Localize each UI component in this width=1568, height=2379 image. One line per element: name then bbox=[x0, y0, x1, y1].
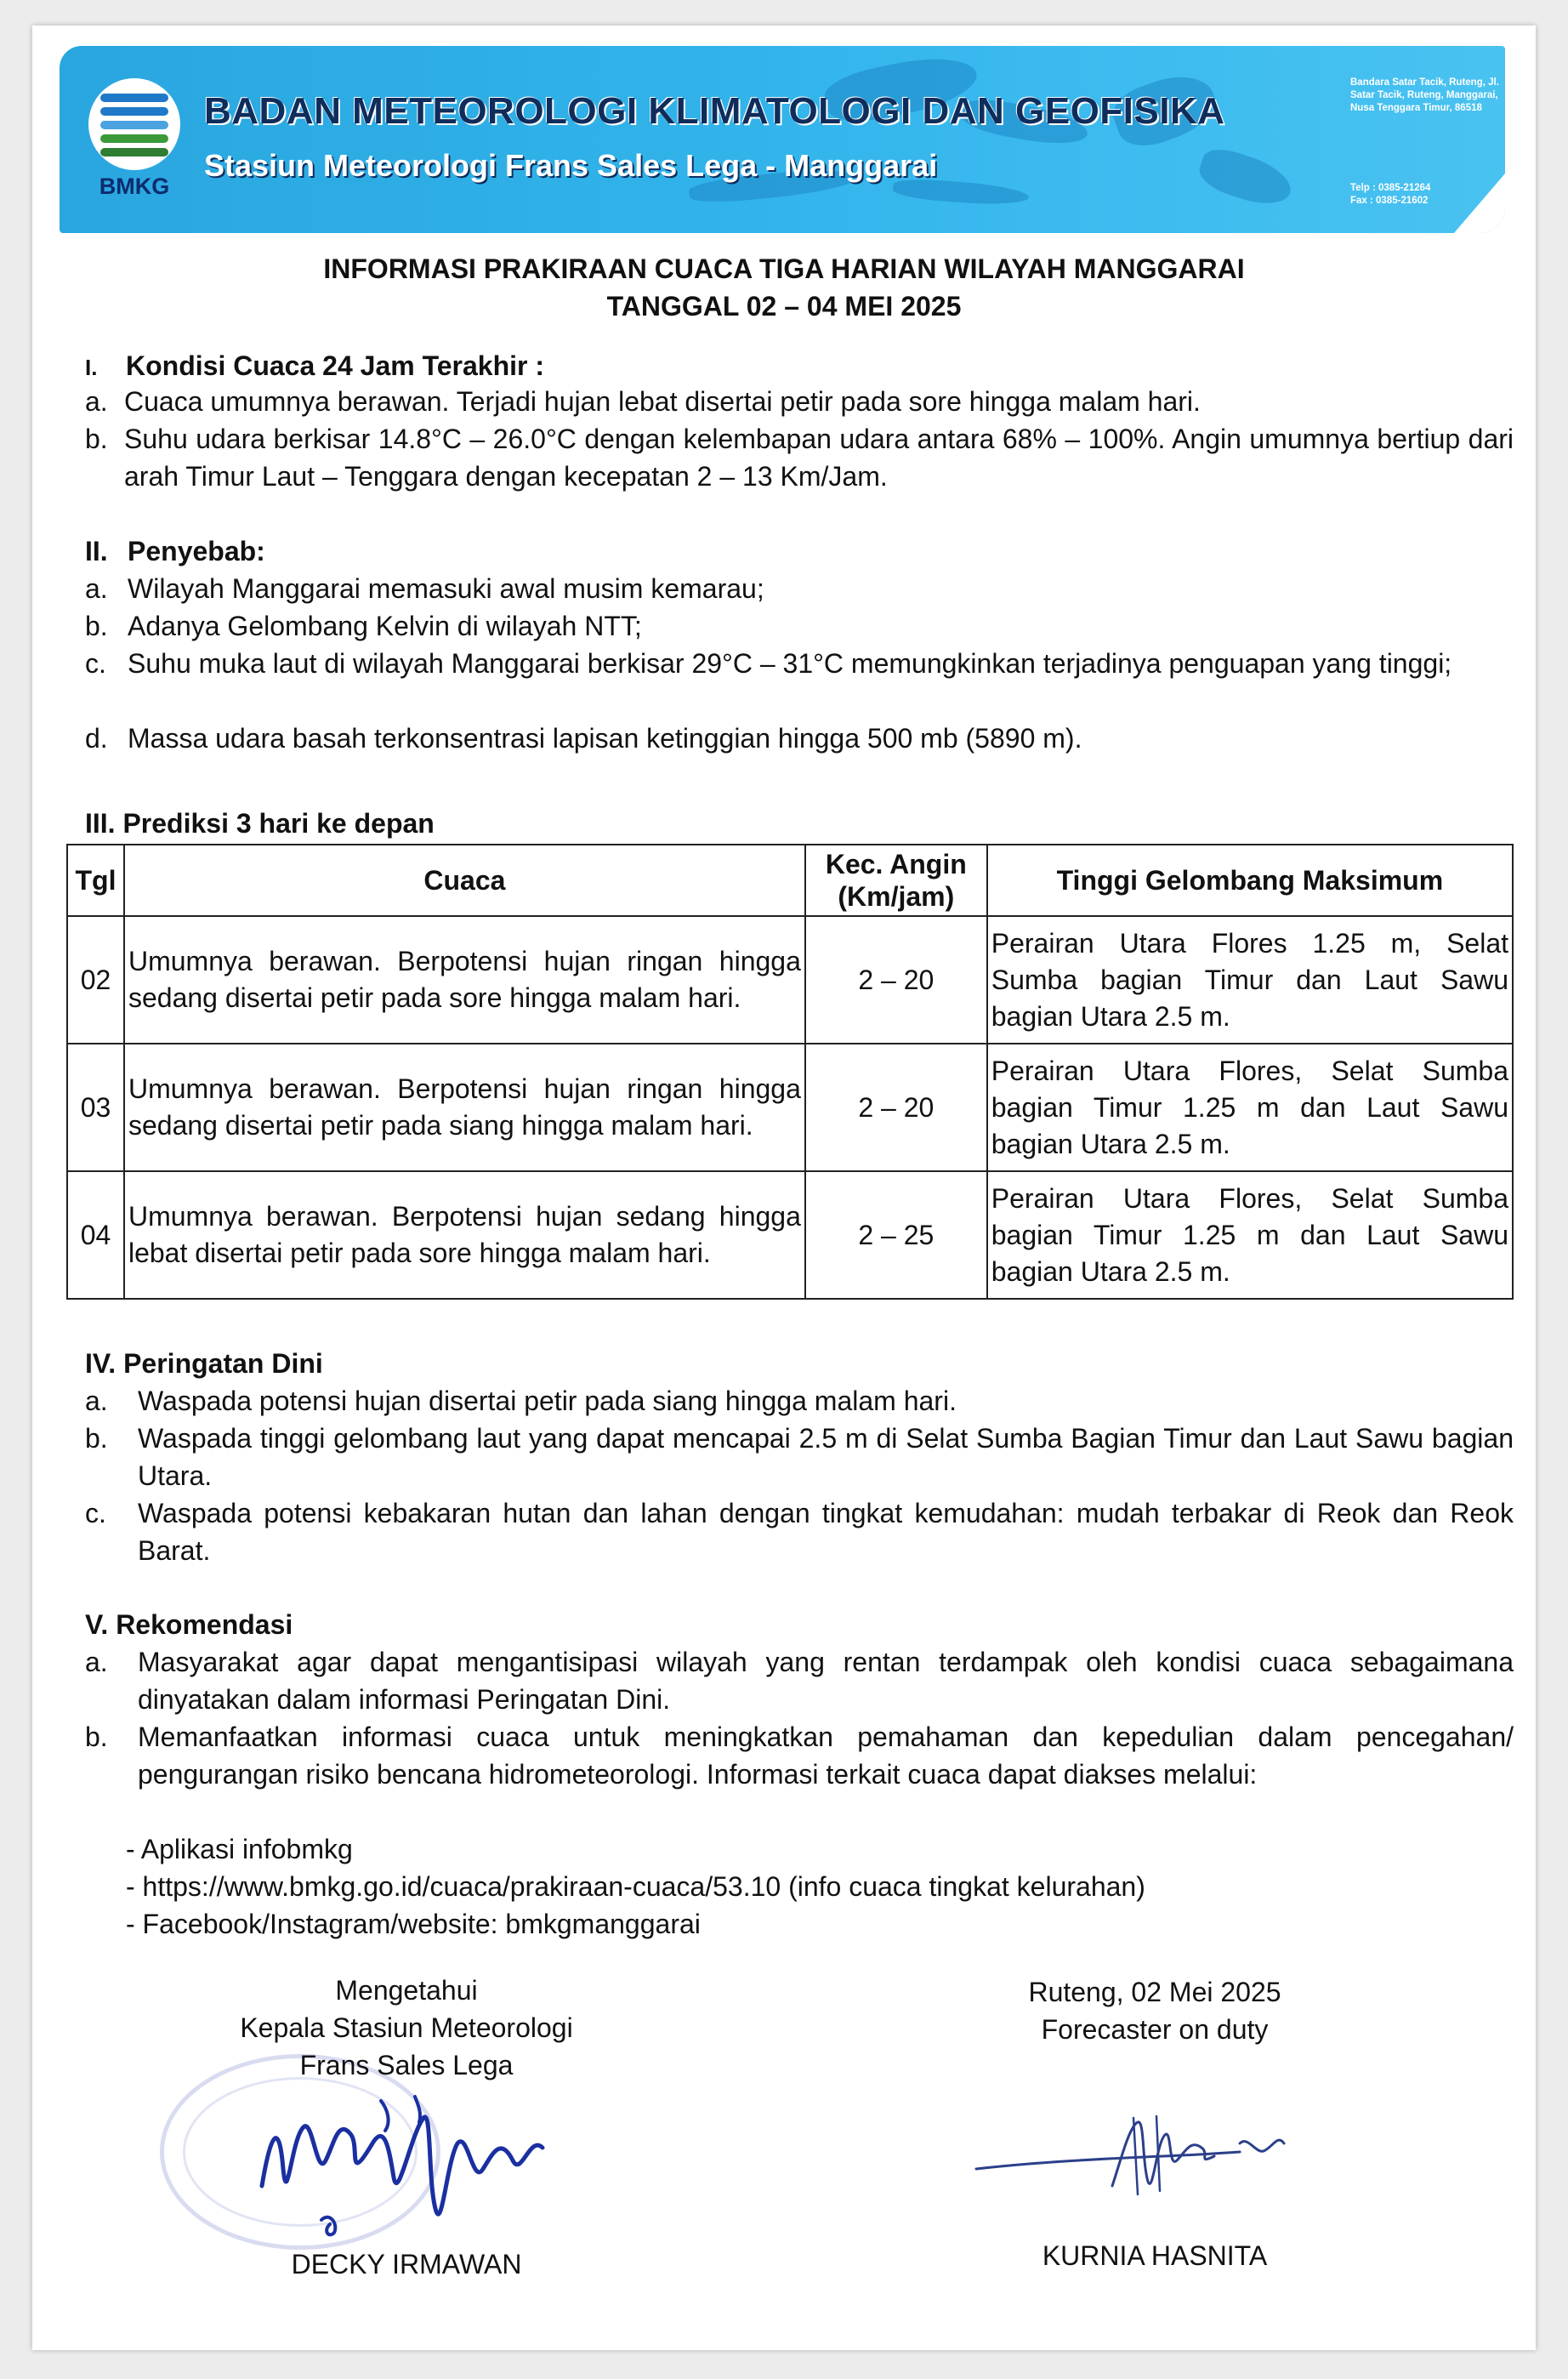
sig-left-line2: Kepala Stasiun Meteorologi bbox=[240, 2012, 573, 2043]
logo-stripe bbox=[100, 121, 168, 129]
info-link-website[interactable]: - https://www.bmkg.go.id/cuaca/prakiraan-cuaca/53.10 (info cuaca tingkat kelurahan) bbox=[126, 1871, 1145, 1902]
info-link-app: - Aplikasi infobmkg bbox=[126, 1834, 353, 1864]
section-5-heading: V. Rekomendasi bbox=[85, 1609, 293, 1640]
cell-cuaca: Umumnya berawan. Berpotensi hujan ringan hingga sedang disertai petir pada siang hingga malam hari. bbox=[124, 1044, 805, 1171]
section-1-number: I. bbox=[85, 355, 98, 380]
list-marker: d. bbox=[85, 723, 108, 754]
agency-name: BADAN METEOROLOGI KLIMATOLOGI DAN GEOFISIKA bbox=[204, 90, 1225, 132]
list-item bbox=[85, 1718, 1517, 1830]
column-header-tgl: Tgl bbox=[67, 845, 124, 916]
list-item bbox=[85, 383, 1517, 420]
logo-stripe bbox=[100, 148, 168, 157]
cell-angin: 2 – 20 bbox=[805, 916, 987, 1044]
list-marker: a. bbox=[85, 386, 108, 417]
cell-angin: 2 – 25 bbox=[805, 1171, 987, 1299]
cell-gelombang: Perairan Utara Flores, Selat Sumba bagian Timur 1.25 m dan Laut Sawu bagian Utara 2.5 m. bbox=[987, 1044, 1513, 1171]
info-link-social: - Facebook/Instagram/website: bmkgmanggarai bbox=[126, 1909, 701, 1939]
signature-right-name: KURNIA HASNITA bbox=[1042, 2240, 1268, 2271]
station-name: Stasiun Meteorologi Frans Sales Lega - Manggarai bbox=[204, 148, 938, 183]
logo-text: BMKG bbox=[99, 174, 170, 199]
list-item-text: Massa udara basah terkonsentrasi lapisan ketinggian hingga 500 mb (5890 m). bbox=[128, 723, 1082, 754]
section-2-heading: Penyebab: bbox=[128, 536, 265, 566]
column-header-angin: Kec. Angin (Km/jam) bbox=[805, 845, 987, 916]
list-item bbox=[85, 1382, 1517, 1420]
table-row bbox=[67, 916, 1513, 1044]
sig-left-line3: Frans Sales Lega bbox=[299, 2050, 514, 2080]
column-header-gelombang: Tinggi Gelombang Maksimum bbox=[987, 845, 1513, 916]
list-marker: c. bbox=[85, 1498, 106, 1528]
list-marker: b. bbox=[85, 1423, 108, 1454]
list-item-text: Suhu muka laut di wilayah Manggarai berkisar 29°C – 31°C memungkinkan terjadinya penguapan yang tinggi; bbox=[128, 648, 1452, 679]
list-item-text: Waspada potensi hujan disertai petir pada siang hingga malam hari. bbox=[138, 1386, 957, 1416]
banner-page-fold bbox=[1454, 174, 1505, 233]
list-item bbox=[85, 420, 1517, 495]
signature-right bbox=[942, 1973, 1367, 2048]
table-header-row bbox=[67, 845, 1513, 916]
section-2-number: II. bbox=[85, 536, 108, 566]
signature-left-name: DECKY IRMAWAN bbox=[291, 2249, 522, 2279]
cell-tgl: 02 bbox=[67, 916, 124, 1044]
station-address: Bandara Satar Tacik, Ruteng, Jl. Satar Tacik, Ruteng, Manggarai, Nusa Tenggara Timur, 86518 bbox=[1350, 77, 1499, 113]
logo-stripe bbox=[100, 94, 168, 102]
list-marker: a. bbox=[85, 573, 108, 604]
table-row bbox=[67, 1044, 1513, 1171]
list-item bbox=[85, 1494, 1517, 1569]
list-item bbox=[85, 1420, 1517, 1494]
forecast-table bbox=[66, 844, 1514, 1300]
sig-right-role: Forecaster on duty bbox=[1041, 2014, 1269, 2045]
table-row bbox=[67, 1171, 1513, 1299]
cell-angin: 2 – 20 bbox=[805, 1044, 987, 1171]
station-phone: Telp : 0385-21264 bbox=[1350, 183, 1431, 193]
map-island-shape bbox=[1195, 143, 1297, 213]
list-item bbox=[85, 1643, 1517, 1718]
header-banner bbox=[60, 46, 1505, 233]
list-item-text: Cuaca umumnya berawan. Terjadi hujan lebat disertai petir pada sore hingga malam hari. bbox=[124, 386, 1201, 417]
list-item-text: Suhu udara berkisar 14.8°C – 26.0°C dengan kelembapan udara antara 68% – 100%. Angin umumnya bertiup dari arah Timur Laut – Tenggara dengan kecepatan 2 – 13 Km/Jam. bbox=[124, 424, 1514, 492]
station-fax: Fax : 0385-21602 bbox=[1350, 196, 1429, 206]
list-marker: a. bbox=[85, 1386, 108, 1416]
list-marker: c. bbox=[85, 648, 106, 679]
sig-left-line1: Mengetahui bbox=[335, 1975, 478, 2006]
list-item bbox=[85, 607, 1517, 645]
cell-gelombang: Perairan Utara Flores, Selat Sumba bagian Timur 1.25 m dan Laut Sawu bagian Utara 2.5 m. bbox=[987, 1171, 1513, 1299]
list-item-text: Waspada tinggi gelombang laut yang dapat mencapai 2.5 m di Selat Sumba Bagian Timur dan Laut Sawu bagian Utara. bbox=[138, 1423, 1514, 1491]
document-date: TANGGAL 02 – 04 MEI 2025 bbox=[606, 291, 962, 322]
document-page bbox=[32, 26, 1536, 2350]
handwritten-signature-left bbox=[245, 2084, 602, 2245]
signature-left bbox=[194, 1972, 619, 2084]
list-item bbox=[85, 570, 1517, 607]
bmkg-logo bbox=[83, 78, 185, 214]
cell-gelombang: Perairan Utara Flores 1.25 m, Selat Sumba bagian Timur dan Laut Sawu bagian Utara 2.5 m. bbox=[987, 916, 1513, 1044]
logo-stripe bbox=[100, 107, 168, 116]
list-item bbox=[85, 720, 1517, 757]
list-marker: b. bbox=[85, 1722, 108, 1752]
list-item-text: Memanfaatkan informasi cuaca untuk meningkatkan pemahaman dan kepedulian dalam pencegahan/ pengurangan risiko bencana hidrometeorologi. Informasi terkait cuaca dapat diakses melalui: bbox=[138, 1722, 1514, 1790]
section-3-heading: III. Prediksi 3 hari ke depan bbox=[85, 808, 435, 839]
list-item-text: Masyarakat agar dapat mengantisipasi wilayah yang rentan terdampak oleh kondisi cuaca sebagaimana dinyatakan dalam informasi Peringatan Dini. bbox=[138, 1647, 1514, 1715]
document-title: INFORMASI PRAKIRAAN CUACA TIGA HARIAN WILAYAH MANGGARAI bbox=[323, 253, 1245, 284]
list-marker: b. bbox=[85, 611, 108, 641]
handwritten-signature-right bbox=[968, 2109, 1342, 2203]
list-item-text: Waspada potensi kebakaran hutan dan lahan dengan tingkat kemudahan: mudah terbakar di Reok dan Reok Barat. bbox=[138, 1498, 1514, 1566]
list-item-text: Adanya Gelombang Kelvin di wilayah NTT; bbox=[128, 611, 642, 641]
list-marker: a. bbox=[85, 1647, 108, 1677]
list-item bbox=[85, 645, 1517, 720]
cell-tgl: 03 bbox=[67, 1044, 124, 1171]
list-marker: b. bbox=[85, 424, 108, 454]
list-item-text: Wilayah Manggarai memasuki awal musim kemarau; bbox=[128, 573, 764, 604]
section-1-heading: Kondisi Cuaca 24 Jam Terakhir : bbox=[126, 350, 545, 381]
logo-stripe bbox=[100, 134, 168, 143]
column-header-cuaca: Cuaca bbox=[124, 845, 805, 916]
cell-cuaca: Umumnya berawan. Berpotensi hujan sedang hingga lebat disertai petir pada sore hingga malam hari. bbox=[124, 1171, 805, 1299]
sig-right-date: Ruteng, 02 Mei 2025 bbox=[1028, 1977, 1281, 2007]
cell-tgl: 04 bbox=[67, 1171, 124, 1299]
cell-cuaca: Umumnya berawan. Berpotensi hujan ringan hingga sedang disertai petir pada sore hingga malam hari. bbox=[124, 916, 805, 1044]
logo-emblem-icon bbox=[88, 78, 180, 170]
section-4-heading: IV. Peringatan Dini bbox=[85, 1348, 323, 1379]
